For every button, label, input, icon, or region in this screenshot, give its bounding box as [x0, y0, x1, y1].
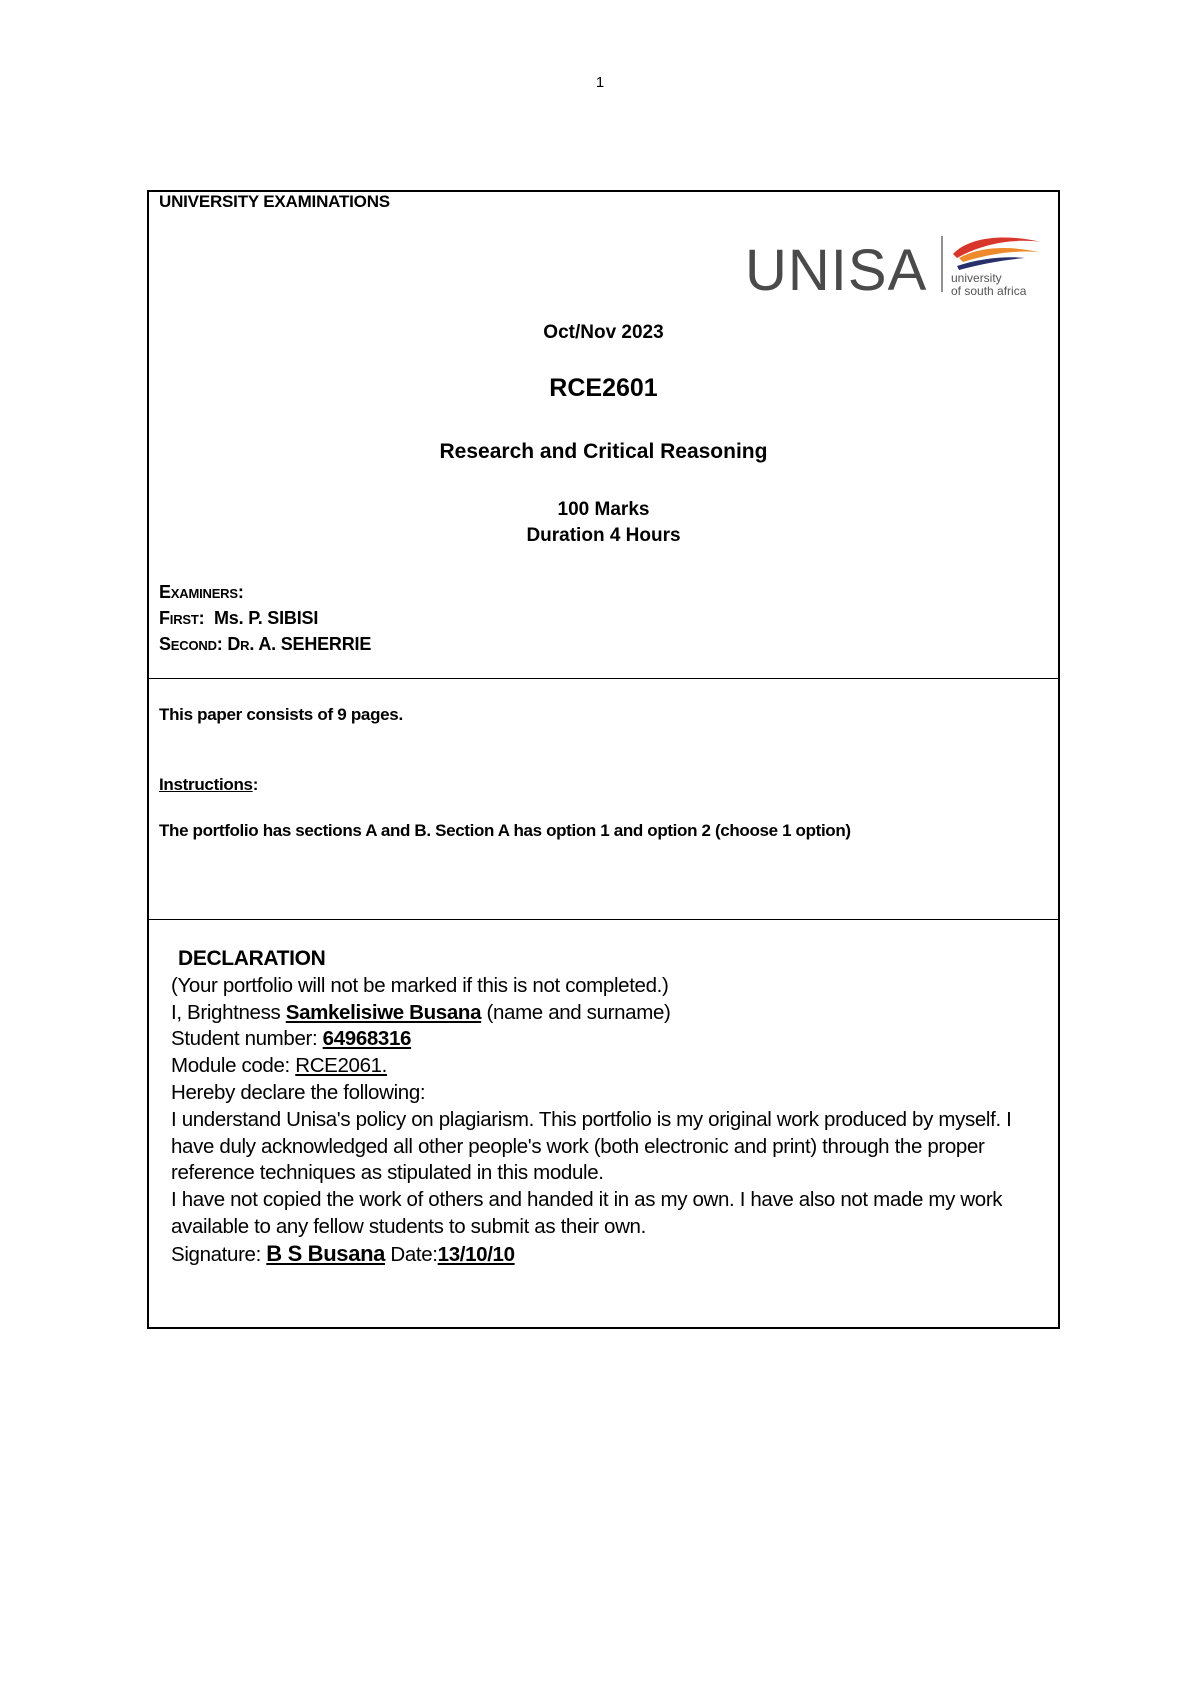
university-examinations-heading: UNIVERSITY EXAMINATIONS: [159, 192, 390, 211]
instructions-colon: :: [252, 775, 259, 794]
exam-cover-table: [147, 190, 1060, 1329]
declared-module-code: RCE2061.: [295, 1054, 388, 1078]
examiners-label: Examiners:: [159, 582, 244, 602]
declaration-paragraph-2: I have not copied the work of others and handed it in as my own. I have also not made my work available to any fellow students to submit as their own.: [171, 1188, 1003, 1238]
exam-session: Oct/Nov 2023: [543, 322, 664, 343]
exam-duration: Duration 4 Hours: [526, 525, 681, 546]
signature: B S Busana: [266, 1240, 386, 1266]
exam-header-cell: [149, 192, 1058, 679]
module-code-line: [171, 1053, 1051, 1080]
student-number: 64968316: [322, 1027, 412, 1051]
declaration-paragraph-1: I understand Unisa's policy on plagiarism. This portfolio is my original work produced by myself. I have duly acknowledged all other people's work (both electronic and print) through the proper reference techniques as stipulated in this module.: [171, 1107, 1012, 1185]
signature-line: [171, 1241, 1051, 1269]
total-marks: 100 Marks: [557, 499, 650, 520]
module-code-label: Module code:: [171, 1054, 296, 1078]
instructions-text: The portfolio has sections A and B. Section A has option 1 and option 2 (choose 1 option): [159, 821, 851, 840]
declaration-name-line: [171, 1000, 1051, 1027]
examiners-block: [159, 579, 371, 657]
module-name-title: Research and Critical Reasoning: [439, 440, 768, 463]
hereby-declare: Hereby declare the following:: [171, 1080, 426, 1104]
declaration-body: [171, 946, 1051, 1269]
first-examiner: [159, 605, 371, 631]
second-examiner: [159, 631, 371, 657]
first-examiner-name: Ms. P. SIBISI: [214, 608, 319, 628]
second-examiner-title: Dr.: [227, 634, 255, 654]
page-number: 1: [595, 74, 605, 91]
second-examiner-label: Second:: [159, 634, 223, 654]
date-label: Date:: [385, 1242, 438, 1266]
paper-info-cell: [149, 679, 1058, 920]
declaration-date: 13/10/10: [437, 1242, 515, 1266]
unisa-logo: [745, 228, 1045, 302]
unisa-tagline-line2: of south africa: [951, 284, 1027, 298]
second-examiner-name: A. SEHERRIE: [258, 634, 372, 654]
student-number-label: Student number:: [171, 1027, 323, 1051]
declaration-cell: [149, 920, 1058, 1327]
first-examiner-label: First:: [159, 608, 205, 628]
instructions-heading: [159, 775, 258, 795]
declaration-title: DECLARATION: [178, 947, 326, 970]
student-number-line: [171, 1026, 1051, 1053]
instructions-label: Instructions: [159, 775, 253, 794]
unisa-tagline-line1: university: [951, 271, 1002, 285]
signature-label: Signature:: [171, 1242, 267, 1266]
module-code-title: RCE2601: [549, 374, 658, 402]
declaration-note: (Your portfolio will not be marked if this is not completed.): [171, 973, 669, 997]
unisa-wordmark: UNISA: [745, 238, 928, 302]
student-name: Samkelisiwe Busana: [285, 1000, 482, 1024]
page-count-note: This paper consists of 9 pages.: [159, 705, 403, 724]
name-suffix: (name and surname): [481, 1000, 671, 1024]
name-prefix: I, Brightness: [171, 1000, 286, 1024]
